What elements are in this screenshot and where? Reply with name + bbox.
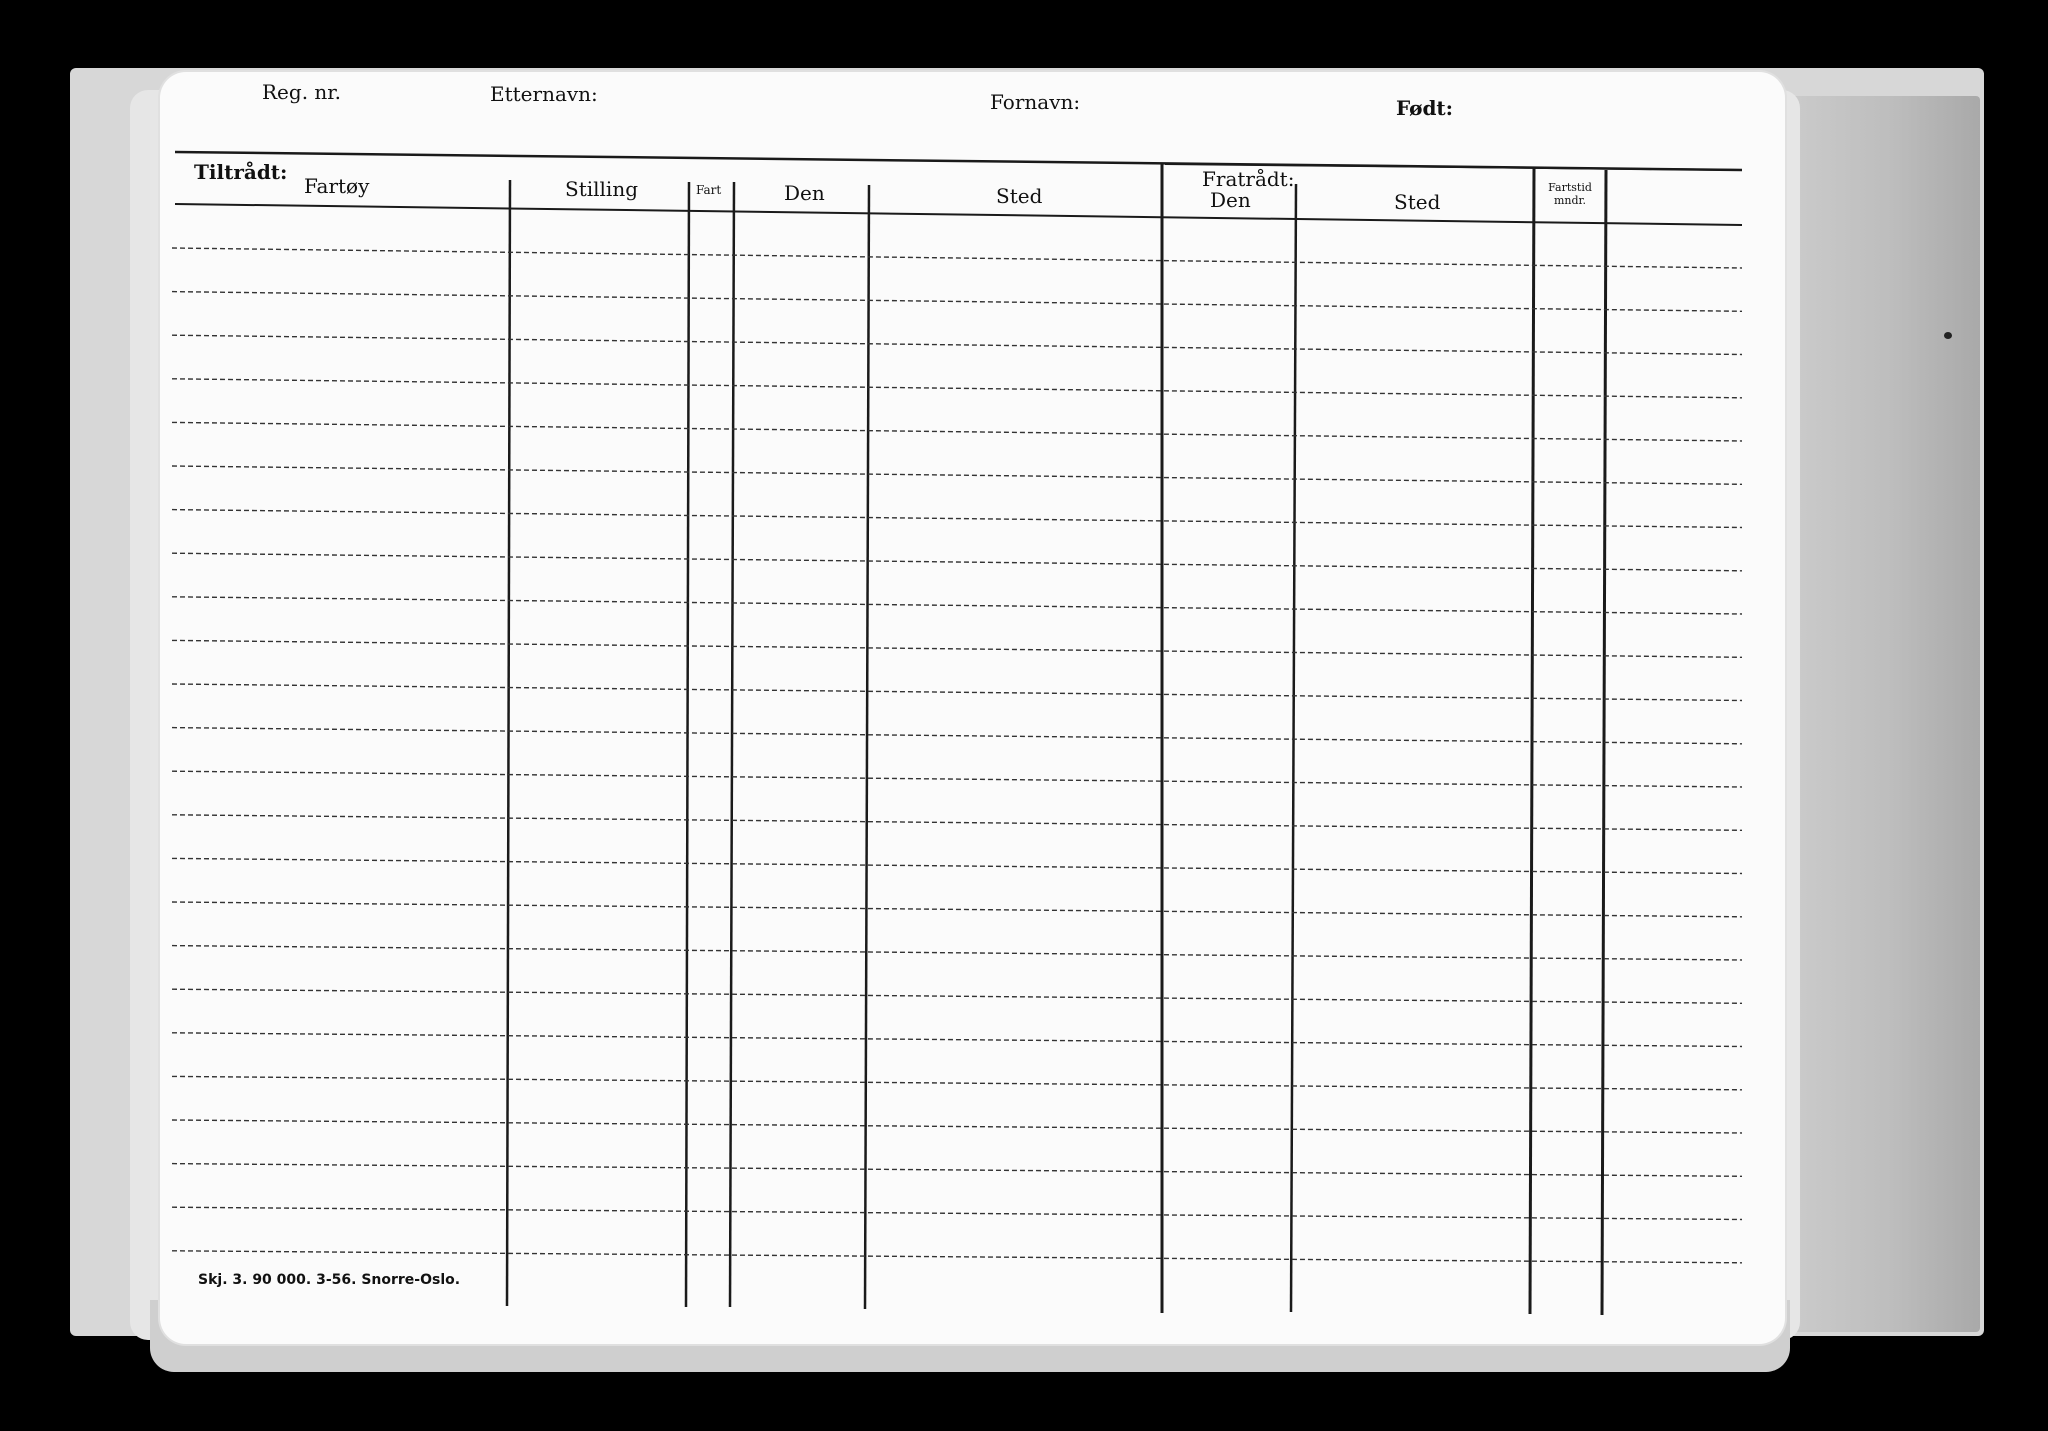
- col-den-fratradt: Den: [1210, 188, 1251, 212]
- fartstid-line2: mndr.: [1553, 194, 1587, 207]
- row-line: [172, 728, 1742, 744]
- col-stilling: Stilling: [565, 177, 639, 201]
- row-line: [172, 1207, 1742, 1219]
- row-line: [172, 815, 1742, 831]
- row-line: [172, 902, 1742, 917]
- col-sted-tiltradt: Sted: [996, 184, 1043, 208]
- row-line: [172, 553, 1742, 571]
- row-line: [172, 335, 1742, 354]
- ink-spot: [1944, 332, 1952, 339]
- row-line: [172, 640, 1742, 657]
- row-line: [172, 510, 1742, 528]
- row-line: [172, 771, 1742, 787]
- row-line: [172, 858, 1742, 873]
- row-line: [172, 1120, 1742, 1133]
- col-fart: Fart: [696, 183, 722, 197]
- row-line: [172, 1076, 1742, 1089]
- fratradt-label: Fratrådt:: [1202, 167, 1295, 191]
- row-line: [172, 1033, 1742, 1047]
- row-line: [172, 379, 1742, 398]
- col-fartoy: Fartøy: [304, 174, 370, 198]
- reg-nr-label: Reg. nr.: [262, 80, 342, 104]
- row-line: [172, 1164, 1742, 1177]
- row-line: [172, 422, 1742, 441]
- row-line: [172, 946, 1742, 960]
- row-line: [172, 466, 1742, 484]
- fornavn-label: Fornavn:: [990, 90, 1081, 114]
- print-info: Skj. 3. 90 000. 3-56. Snorre-Oslo.: [198, 1272, 461, 1288]
- row-line: [172, 248, 1742, 268]
- col-sted-fratradt: Sted: [1394, 190, 1441, 214]
- row-line: [172, 292, 1742, 312]
- fodt-label: Født:: [1396, 96, 1454, 120]
- row-line: [172, 597, 1742, 614]
- row-line: [172, 1251, 1742, 1263]
- col-fartstid: [1537, 181, 1603, 207]
- row-line: [172, 989, 1742, 1003]
- col-den-tiltradt: Den: [784, 181, 825, 205]
- fartstid-line1: Fartstid: [1548, 181, 1592, 194]
- row-line: [172, 684, 1742, 701]
- tiltradt-label: Tiltrådt:: [194, 160, 288, 184]
- etternavn-label: Etternavn:: [490, 82, 598, 106]
